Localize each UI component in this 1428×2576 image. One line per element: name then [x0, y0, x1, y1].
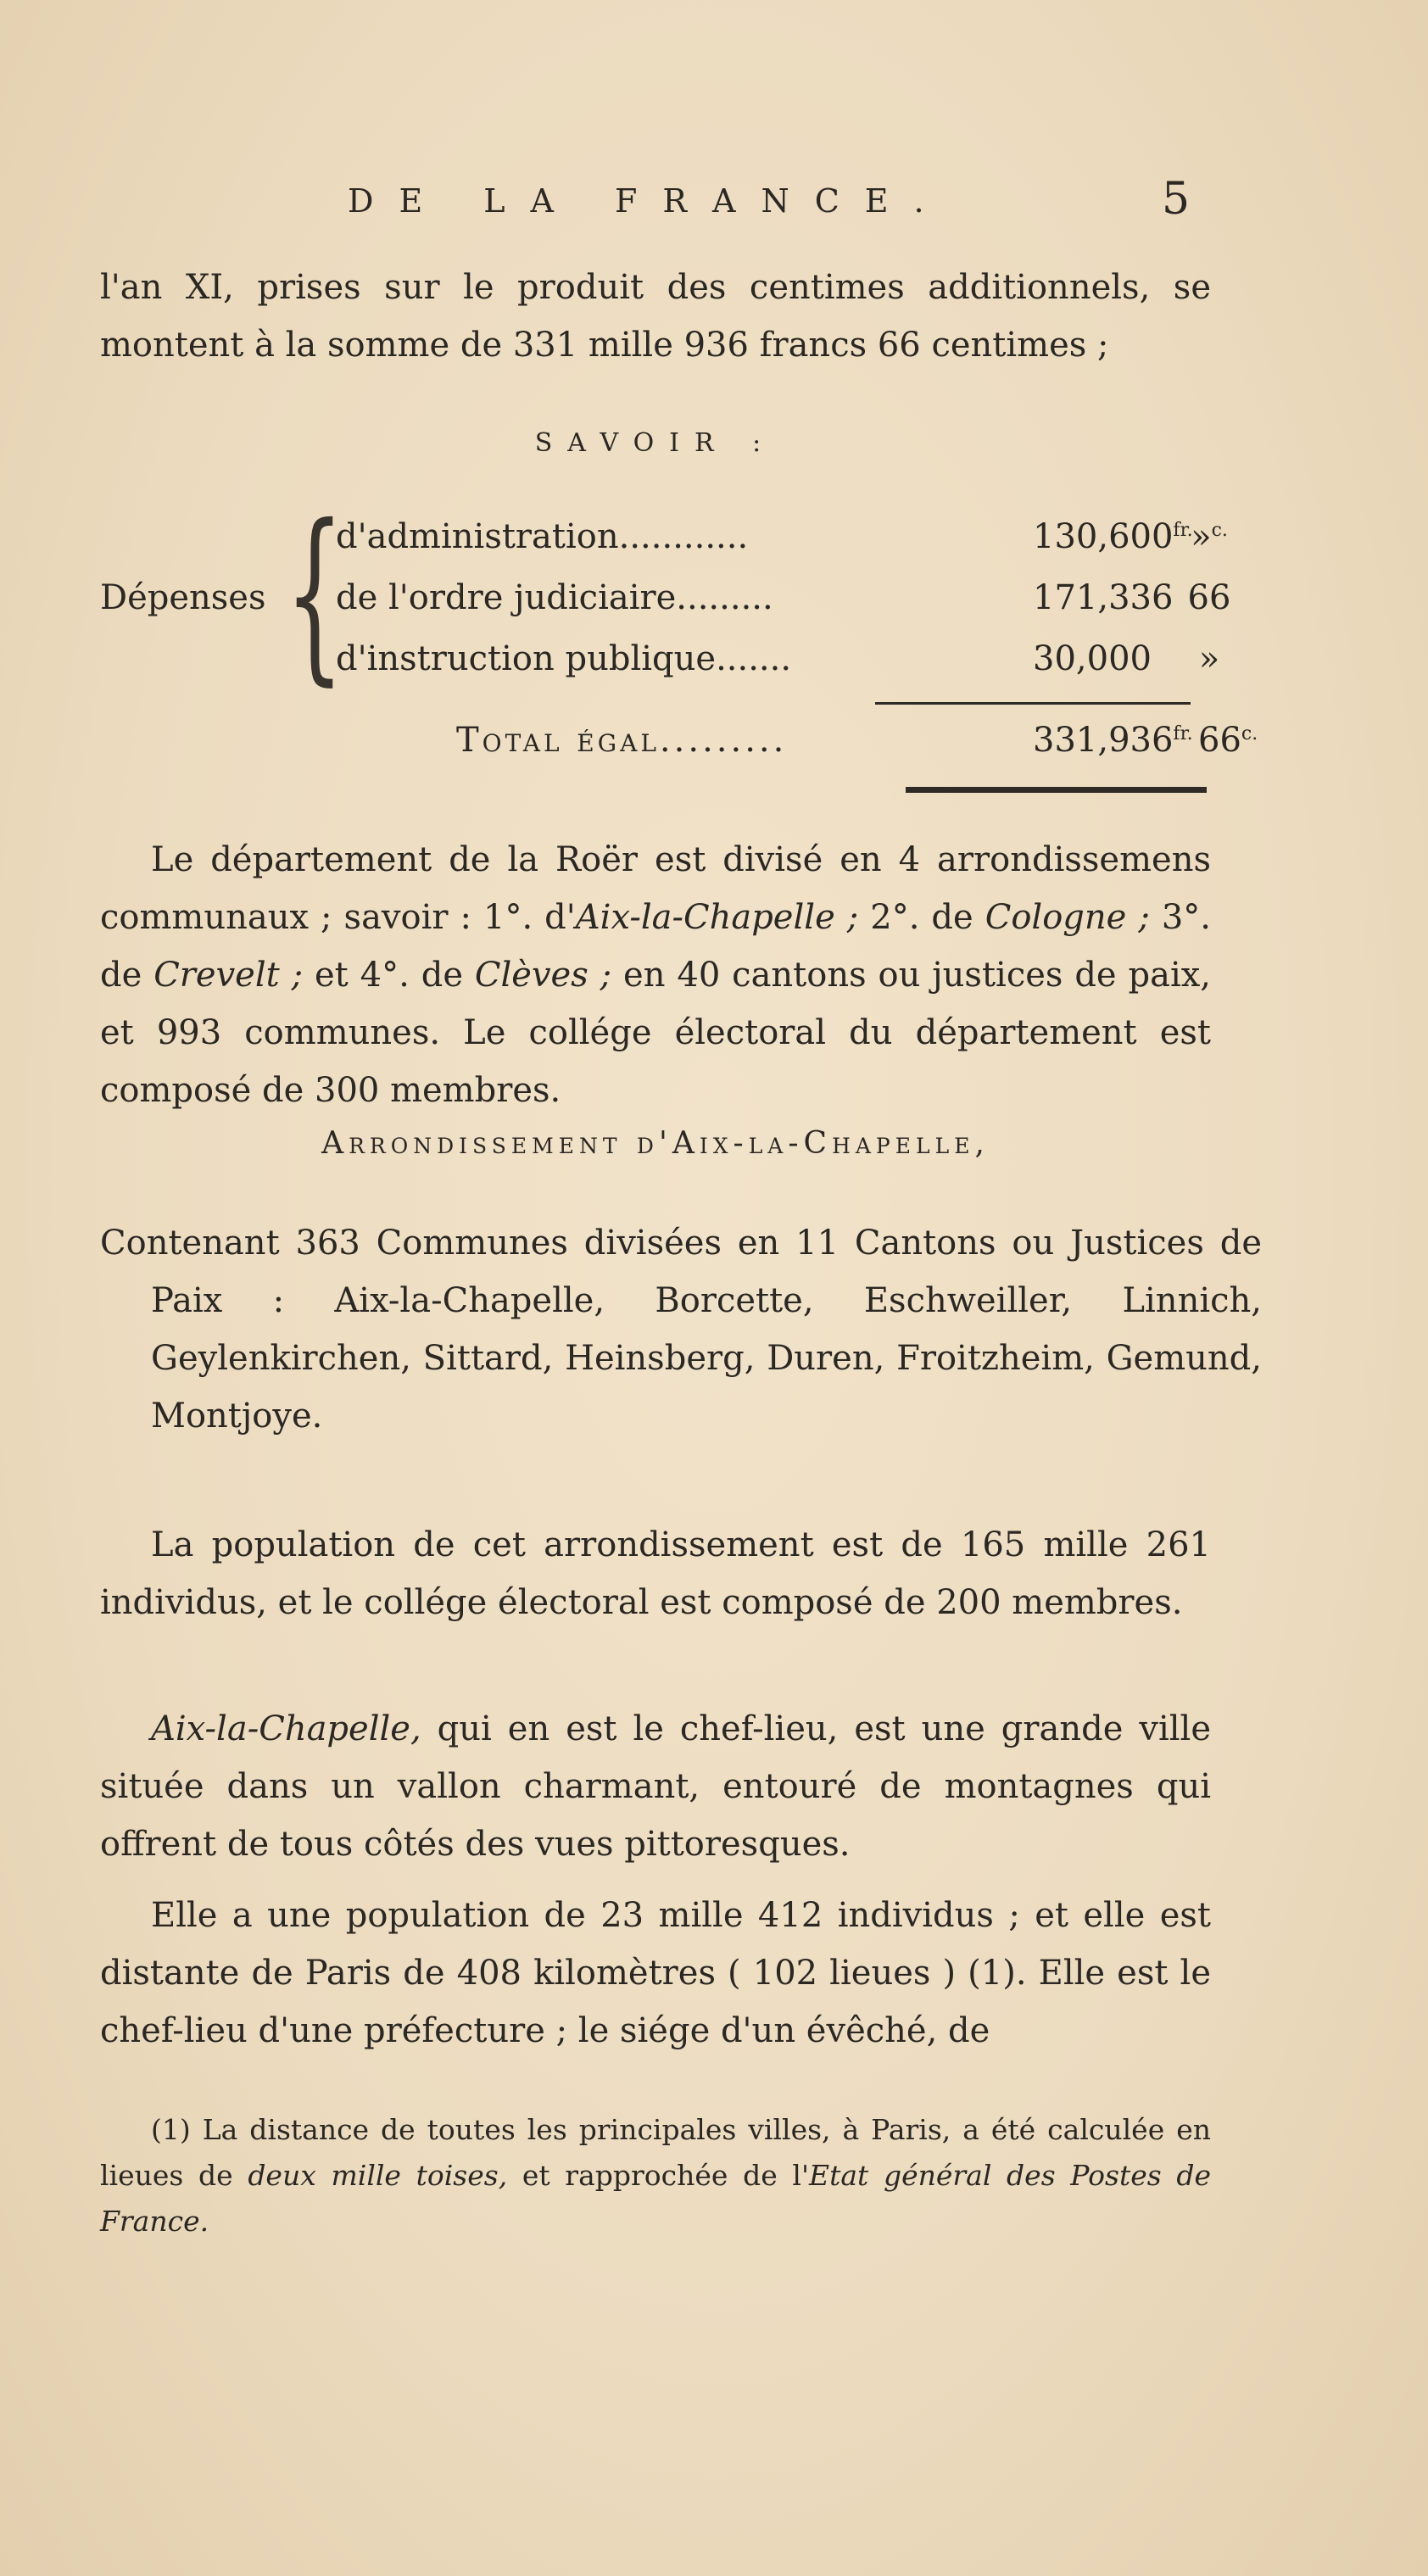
arrondissement-heading: Arrondissement d'Aix-la-Chapelle, — [321, 1126, 990, 1161]
expense-row — [336, 639, 1220, 699]
running-title: DE LA FRANCE. — [348, 182, 950, 220]
expense-label: d'instruction publique....... — [336, 639, 792, 678]
expense-label: de l'ordre judiciaire......... — [336, 578, 773, 617]
expense-cents: » — [1198, 639, 1220, 678]
expense-cents: »$^{c.}$ — [1191, 517, 1228, 556]
intro-paragraph: l'an XI, prises sur le produit des centimes additionnels, se montent à la somme de 331 mille 936 francs 66 centimes ; — [100, 268, 1211, 365]
sum-rule — [875, 702, 1191, 705]
page-number: 5 — [1162, 174, 1191, 225]
total-amount: $331,936^{fr.}$ — [1033, 721, 1193, 760]
expense-label: d'administration............ — [336, 517, 749, 556]
page-header — [0, 174, 1428, 233]
expense-row — [336, 578, 1231, 638]
footnote: (1) La distance de toutes les principales villes, à Paris, a été calculée en lieues de deux mille toises, et rapprochée de l'Etat général des Postes de France. — [100, 2113, 1211, 2238]
aix-paragraph: Aix-la-Chapelle, qui en est le chef-lieu, est une grande ville située dans un vallon charmant, entouré de montagnes qui offrent de tous côtés des vues pittoresques. — [100, 1709, 1211, 1864]
expenses-table — [100, 485, 1231, 704]
department-paragraph: Le département de la Roër est divisé en 4 arrondissemens communaux ; savoir : 1°. d'Aix-la-Chapelle ; 2°. de Cologne ; 3°. de Crevelt ; et 4°. de Clèves ; en 40 cantons ou justices de paix, et 993 communes. Le collége électoral du département est composé de 300 membres. — [100, 840, 1212, 1110]
contenant-paragraph: Contenant 363 Communes divisées en 11 Cantons ou Justices de Paix : Aix-la-Chapelle, Borcette, Eschweiller, Linnich, Geylenkirchen, Sittard, Heinsberg, Duren, Froitzheim, Gemund, Montjoye. — [100, 1224, 1262, 1436]
population-paragraph: La population de cet arrondissement est de 165 mille 261 individus, et le collége électoral est composé de 200 membres. — [100, 1525, 1211, 1622]
expenses-label: Dépenses — [100, 578, 266, 617]
expense-amount: $130,600^{fr.}$ — [1033, 517, 1193, 556]
total-row — [100, 721, 1258, 780]
expense-amount: 171,336 — [1033, 578, 1174, 617]
savoir-heading: SAVOIR : — [534, 428, 777, 458]
expense-amount: 30,000 — [1033, 639, 1152, 678]
total-cents: $66^{c.}$ — [1198, 721, 1258, 760]
expense-row — [336, 517, 1228, 577]
brace-icon: { — [285, 485, 344, 702]
elle-paragraph: Elle a une population de 23 mille 412 individus ; et elle est distante de Paris de 408 kilomètres ( 102 lieues ) (1). Elle est le chef-lieu d'une préfecture ; le siége d'un évêché, de — [100, 1896, 1211, 2050]
double-rule — [906, 787, 1207, 793]
expense-cents: 66 — [1187, 578, 1231, 617]
total-label: Total égal......... — [456, 721, 788, 760]
